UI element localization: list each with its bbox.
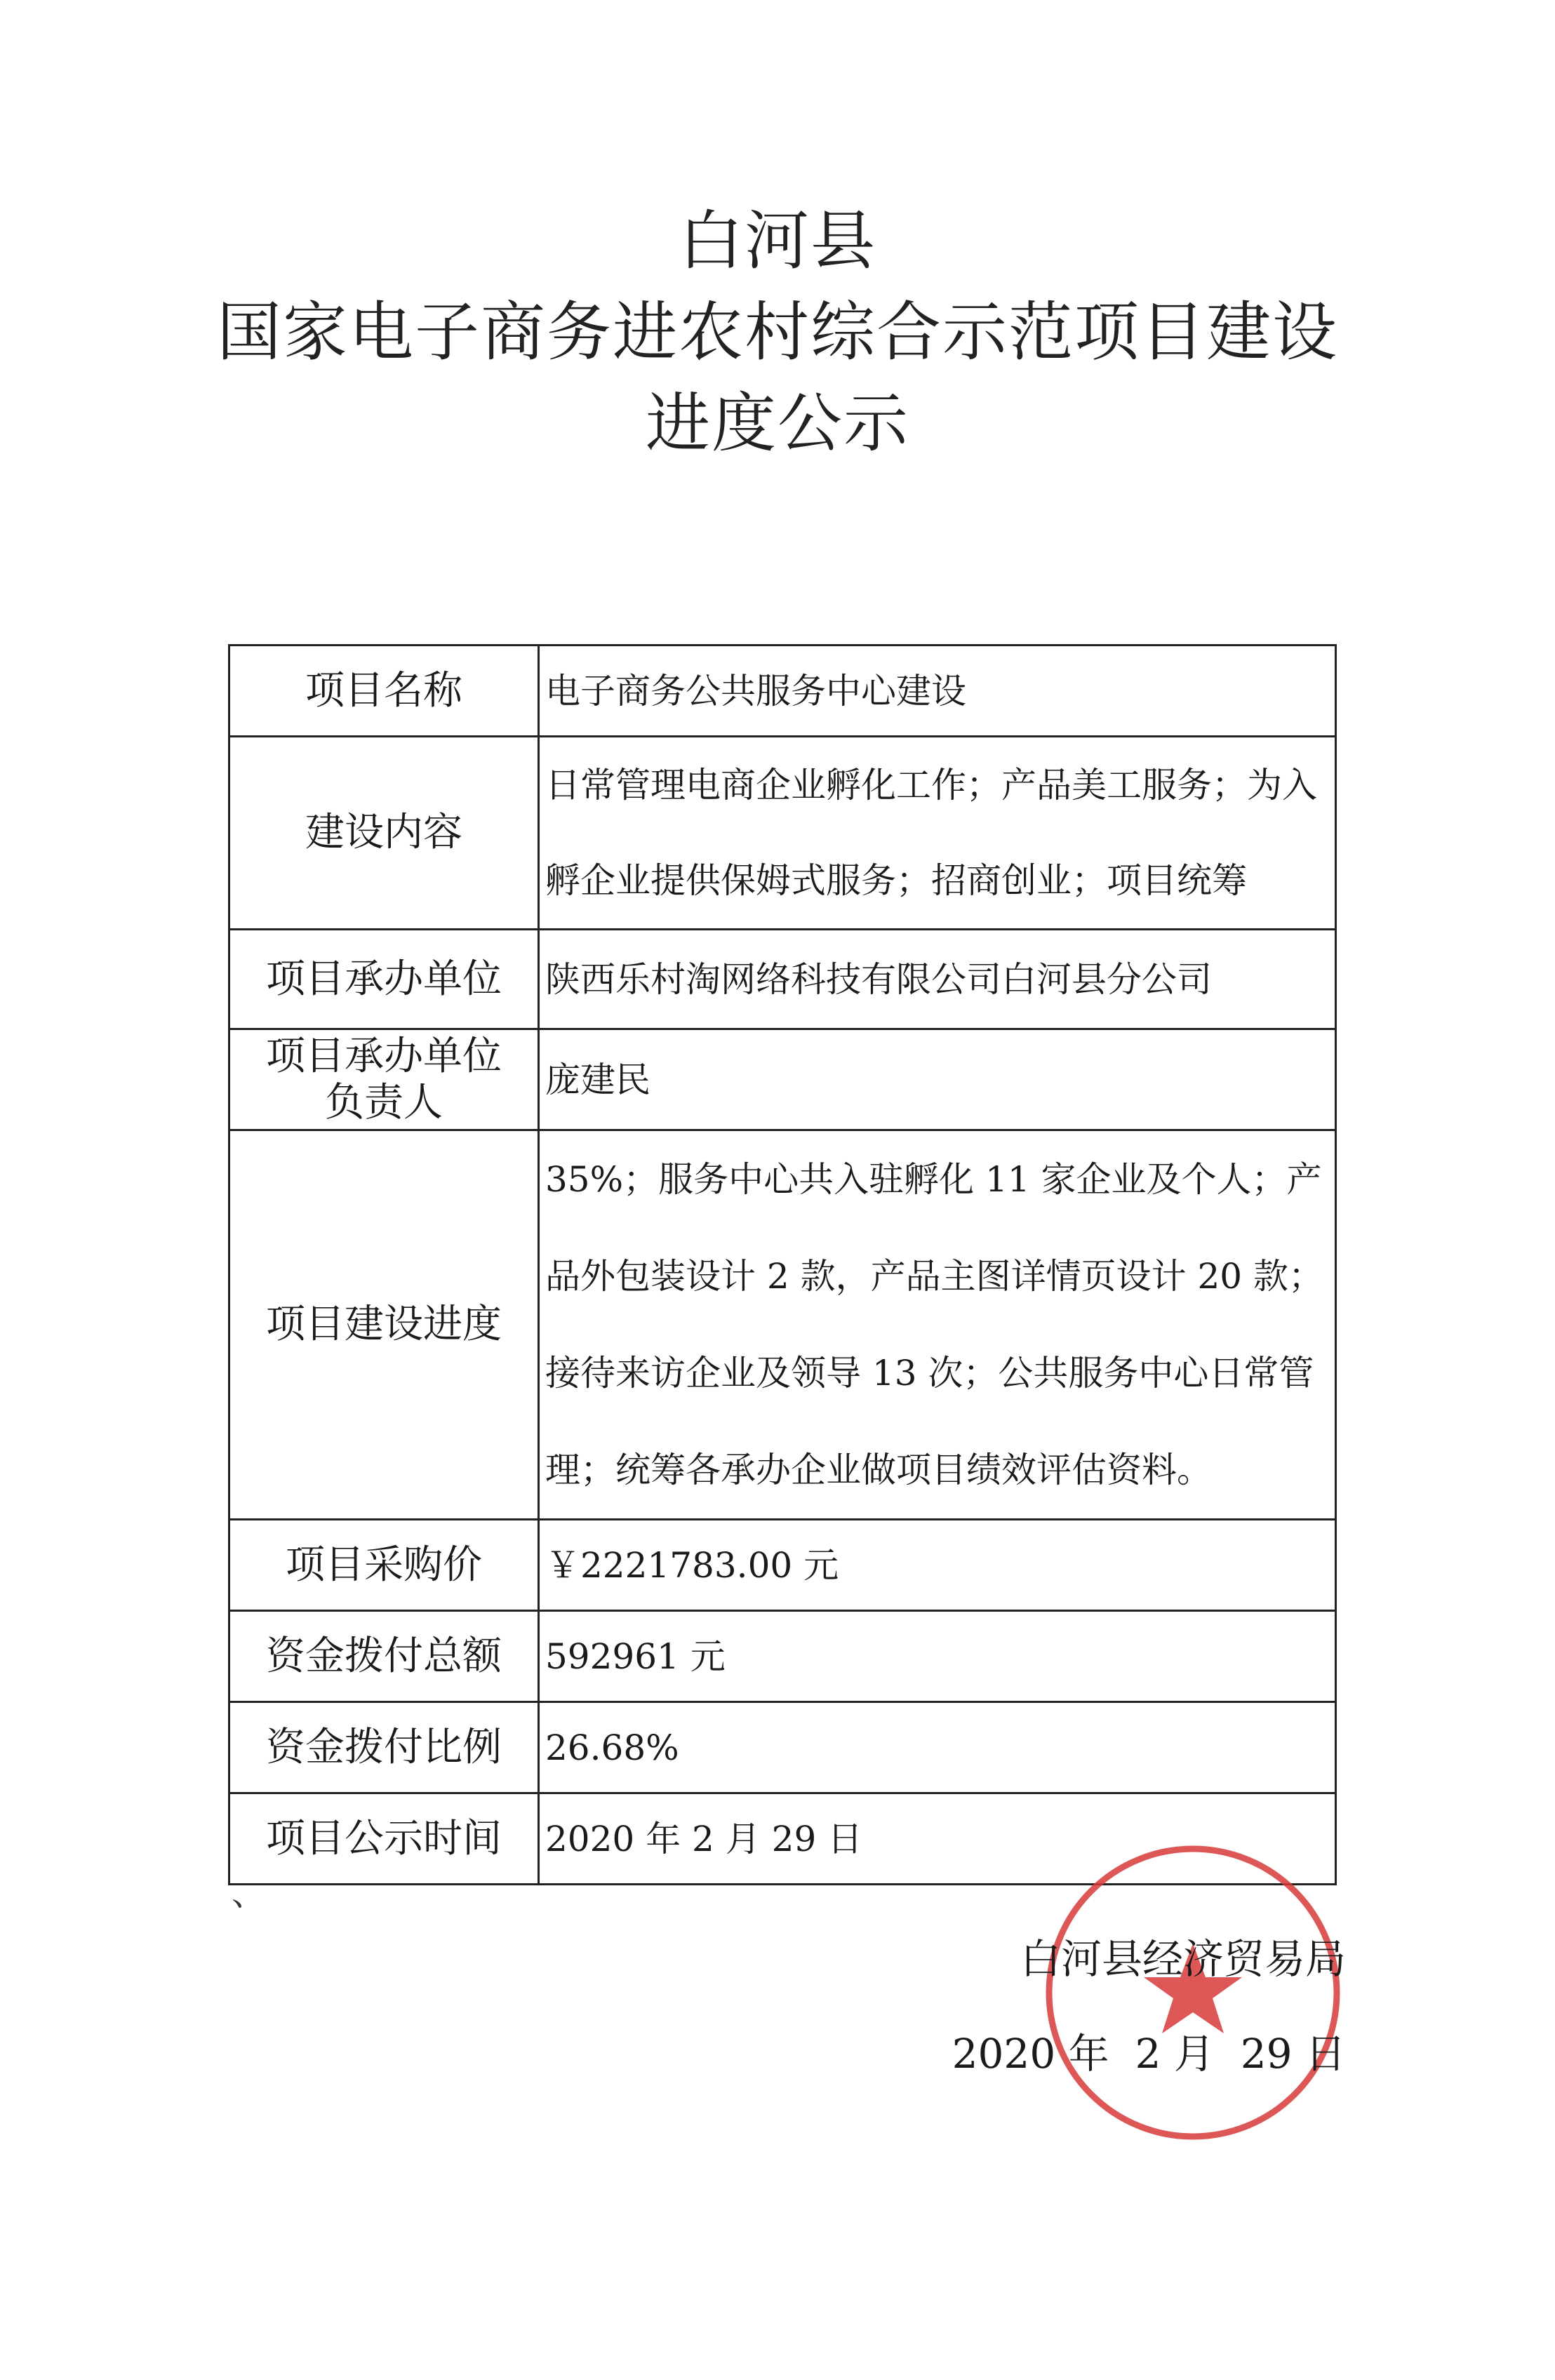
row-label: 项目建设进度 (229, 1130, 539, 1520)
row-value: ￥2221783.00 元 (539, 1520, 1336, 1611)
title-line-1: 白河县 (678, 203, 876, 279)
row-label: 建设内容 (229, 737, 539, 930)
row-value: 庞建民 (539, 1029, 1336, 1130)
row-label (229, 1029, 539, 1130)
row-label: 资金拨付比例 (229, 1702, 539, 1793)
row-value-text: 35%；服务中心共入驻孵化 11 家企业及个人；产品外包装设计 2 款，产品主图详情页设计 20 款；接待来访企业及领导 13 次；公共服务中心日常管理；统筹各承办企业做项目绩效评估资料。 (545, 1159, 1324, 1490)
table-row (229, 646, 1336, 737)
row-value (539, 737, 1336, 930)
row-label: 项目承办单位 (229, 930, 539, 1029)
table-row (229, 1702, 1336, 1793)
row-value-text: 日常管理电商企业孵化工作；产品美工服务；为入孵企业提供保姆式服务；招商创业；项目统筹 (545, 765, 1317, 901)
signature-organization: 白河县经济贸易局 (1020, 1935, 1346, 1983)
row-value: 陕西乐村淘网络科技有限公司白河县分公司 (539, 930, 1336, 1029)
footnote-mark: 、 (232, 1874, 266, 1913)
row-label: 项目名称 (229, 646, 539, 737)
row-label: 资金拨付总额 (229, 1611, 539, 1702)
row-label-text: 项目承办单位负责人 (266, 1033, 502, 1125)
signature-date: 2020 年 2 月 29 日 (952, 2030, 1346, 2078)
row-label: 项目公示时间 (229, 1793, 539, 1885)
table-row (229, 1520, 1336, 1611)
table-row (229, 1029, 1336, 1130)
row-label: 项目采购价 (229, 1520, 539, 1611)
row-value: 592961 元 (539, 1611, 1336, 1702)
table-row (229, 737, 1336, 930)
table-row (229, 1611, 1336, 1702)
row-value: 电子商务公共服务中心建设 (539, 646, 1336, 737)
title-line-3: 进度公示 (645, 386, 909, 461)
table-row (229, 930, 1336, 1029)
official-seal-stamp (1039, 1838, 1347, 2147)
table-row (229, 1130, 1336, 1520)
row-value: 26.68% (539, 1702, 1336, 1793)
title-line-2: 国家电子商务进农村综合示范项目建设 (216, 295, 1338, 370)
row-value: 2020 年 2 月 29 日 (539, 1793, 1336, 1885)
project-info-table (228, 644, 1337, 1885)
row-value (539, 1130, 1336, 1520)
